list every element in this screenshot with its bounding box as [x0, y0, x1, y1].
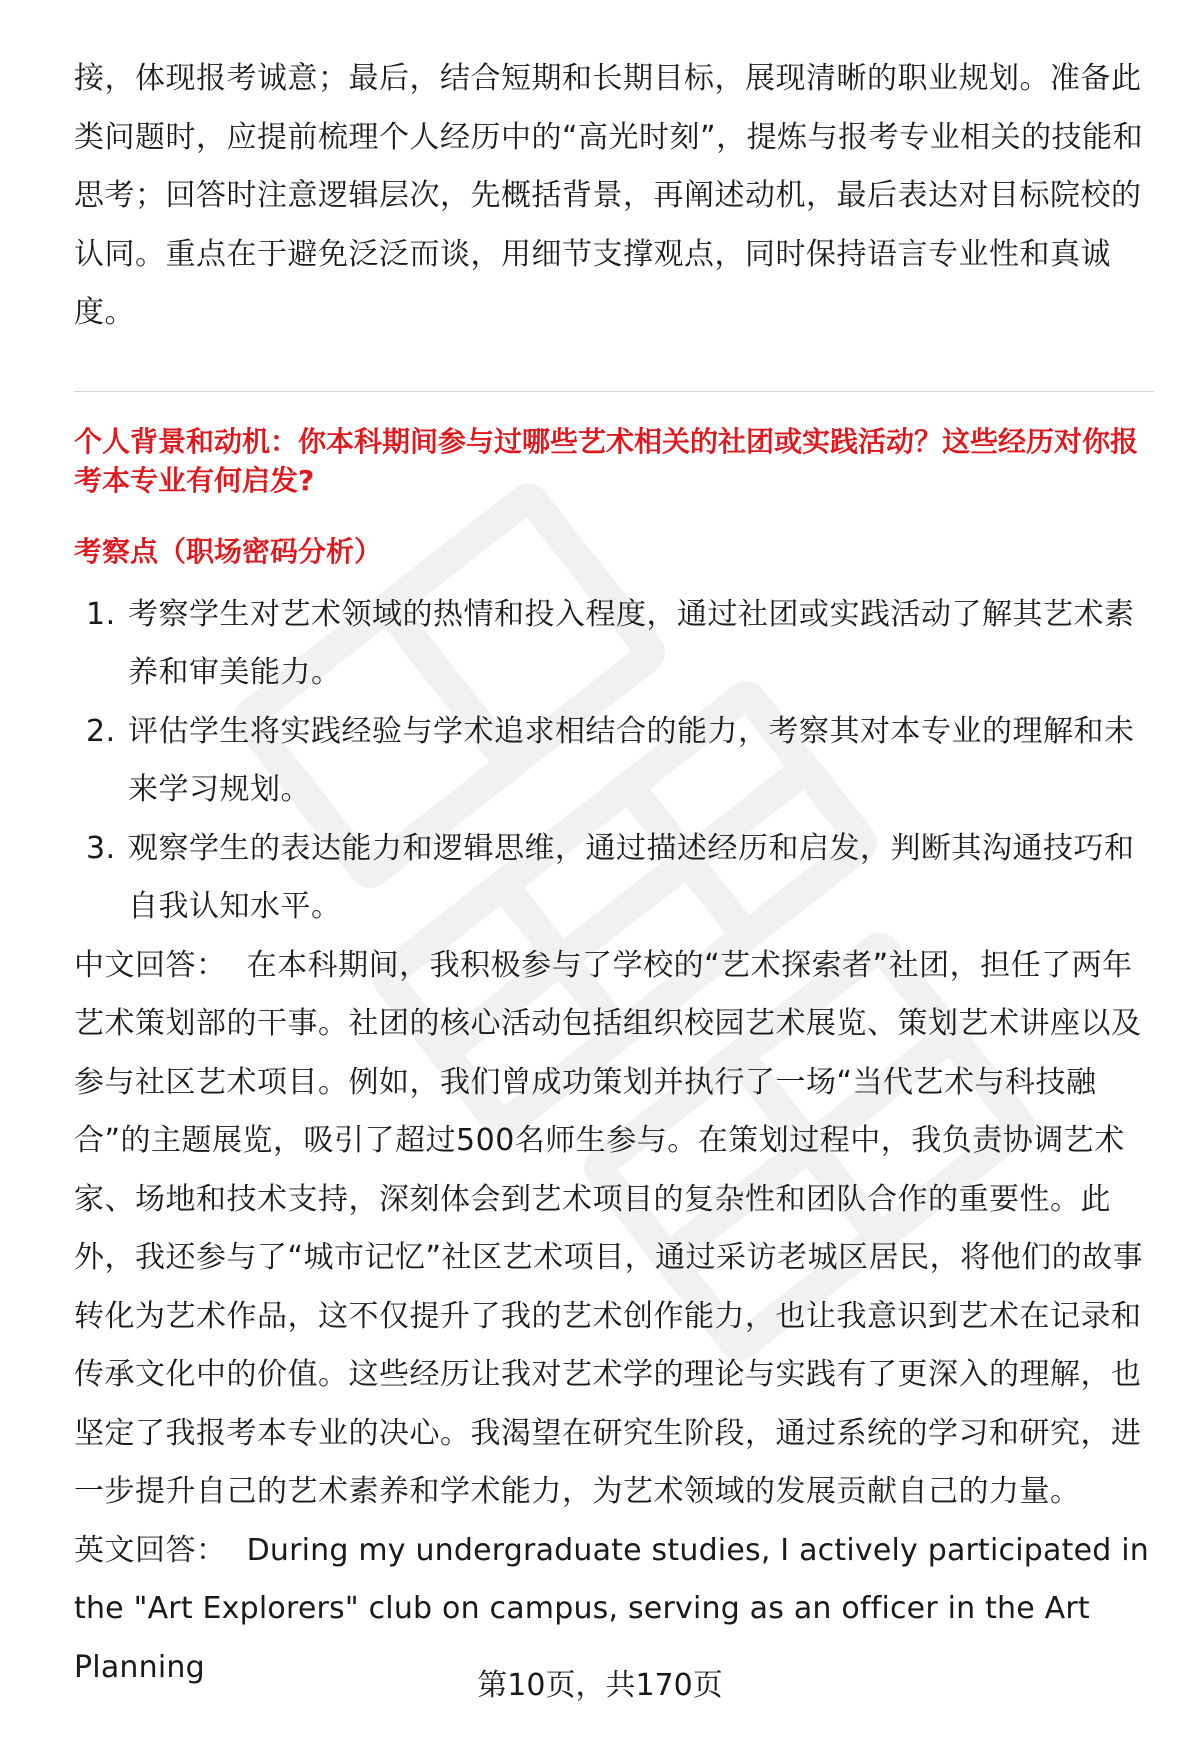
- section-divider: [74, 391, 1154, 392]
- list-item-text: 考察学生对艺术领域的热情和投入程度，通过社团或实践活动了解其艺术素养和审美能力。: [128, 596, 1135, 690]
- english-answer-text: During my undergraduate studies, I actively participated in the "Art Explorers" club on campus, serving as an officer in the Art Planning: [74, 1532, 1149, 1685]
- question-heading: 个人背景和动机：你本科期间参与过哪些艺术相关的社团或实践活动？这些经历对你报考本专业有何启发?: [74, 424, 1139, 497]
- exam-points-heading: 考察点（职场密码分析）: [74, 534, 383, 568]
- main-content: [74, 50, 1154, 1697]
- list-item-number: 1.: [86, 596, 116, 632]
- list-item-number: 3.: [86, 830, 116, 866]
- chinese-answer: [74, 937, 1154, 1522]
- list-item-text: 评估学生将实践经验与学术追求相结合的能力，考察其对本专业的理解和未来学习规划。: [128, 713, 1135, 807]
- page-footer: 第10页，共170页: [477, 1668, 723, 1703]
- list-item: [74, 703, 1154, 820]
- chinese-answer-label: 中文回答：: [74, 947, 227, 983]
- exam-points-list: [74, 586, 1154, 937]
- list-item: [74, 586, 1154, 703]
- chinese-answer-text: 在本科期间，我积极参与了学校的“艺术探索者”社团，担任了两年艺术策划部的干事。社团的核心活动包括组织校园艺术展览、策划艺术讲座以及参与社区艺术项目。例如，我们曾成功策划并执行了一场“当代艺术与科技融合”的主题展览，吸引了超过500名师生参与。在策划过程中，我负责协调艺术家、场地和技术支持，深刻体会到艺术项目的复杂性和团队合作的重要性。此外，我还参与了“城市记忆”社区艺术项目，通过采访老城区居民，将他们的故事转化为艺术作品，这不仅提升了我的艺术创作能力，也让我意识到艺术在记录和传承文化中的价值。这些经历让我对艺术学的理论与实践有了更深入的理解，也坚定了我报考本专业的决心。我渴望在研究生阶段，通过系统的学习和研究，进一步提升自己的艺术素养和学术能力，为艺术领域的发展贡献自己的力量。: [74, 947, 1144, 1509]
- list-item-text: 观察学生的表达能力和逻辑思维，通过描述经历和启发，判断其沟通技巧和自我认知水平。: [128, 830, 1135, 924]
- english-answer-label: 英文回答：: [74, 1532, 227, 1568]
- intro-paragraph: 接，体现报考诚意；最后，结合短期和长期目标，展现清晰的职业规划。准备此类问题时，应提前梳理个人经历中的“高光时刻”，提炼与报考专业相关的技能和思考；回答时注意逻辑层次，先概括背景，再阐述动机，最后表达对目标院校的认同。重点在于避免泛泛而谈，用细节支撑观点，同时保持语言专业性和真诚度。: [74, 61, 1144, 330]
- list-item-number: 2.: [86, 713, 116, 749]
- list-item: [74, 820, 1154, 937]
